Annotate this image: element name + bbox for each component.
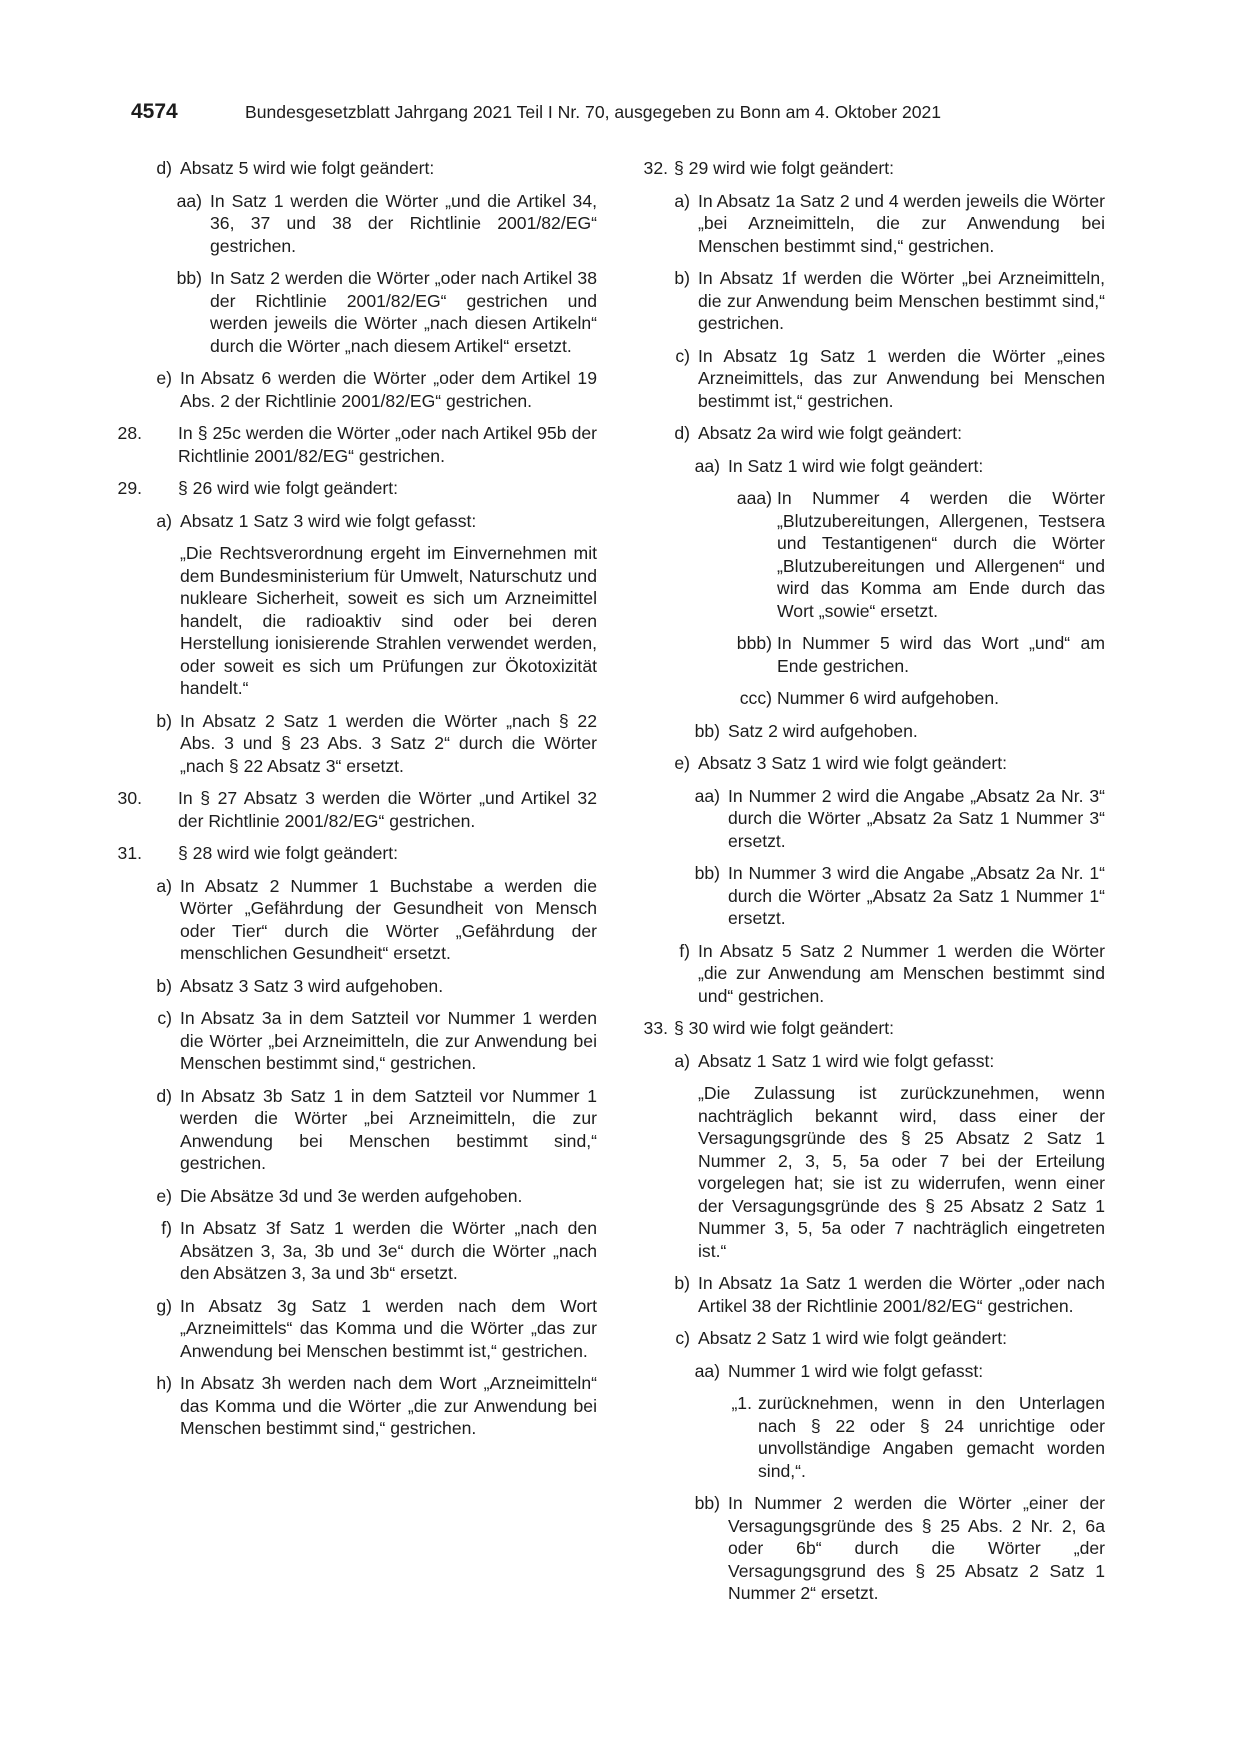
item-marker: e) — [156, 368, 172, 388]
item-text: In Absatz 3b Satz 1 in dem Satzteil vor Nummer 1 werden die Wörter „bei Arzneimitteln, die zur Anwendung bei Menschen bestimmt sind,“ gestrichen. — [180, 1085, 597, 1173]
list-item — [650, 1272, 1105, 1317]
item-text: In Absatz 3g Satz 1 werden nach dem Wort „Arzneimittels“ das Komma und die Wörter „das zur Anwendung bei Menschen bestimmt ist,“ gestrichen. — [180, 1295, 597, 1361]
item-text: Absatz 1 Satz 1 wird wie folgt gefasst: — [698, 1050, 995, 1071]
item-text: § 30 wird wie folgt geändert: — [674, 1018, 895, 1038]
item-text: In Absatz 1a Satz 2 und 4 werden jeweils die Wörter „bei Arzneimitteln, die zur Anwendung bei Menschen bestimmt sind,“ gestrichen. — [698, 190, 1105, 256]
item-text: Absatz 3 Satz 1 wird wie folgt geändert: — [698, 753, 1008, 773]
list-item — [650, 720, 1105, 743]
list-item — [117, 477, 597, 500]
list-item — [142, 1372, 597, 1440]
list-item — [650, 1492, 1105, 1605]
item-text: In Satz 1 werden die Wörter „und die Artikel 34, 36, 37 und 38 der Richtlinie 2001/82/EG“ gestrichen. — [210, 190, 597, 256]
item-marker: e) — [674, 753, 690, 773]
list-item — [142, 1085, 597, 1175]
item-marker: d) — [674, 423, 690, 443]
list-item — [117, 787, 597, 832]
list-item — [650, 687, 1105, 710]
item-marker: f) — [679, 940, 690, 961]
list-item — [117, 422, 597, 467]
list-item — [142, 875, 597, 965]
list-item — [650, 752, 1105, 775]
item-marker: aaa) — [736, 488, 772, 508]
item-marker: aa) — [694, 455, 720, 476]
item-marker: b) — [674, 268, 690, 288]
item-marker: b) — [156, 710, 172, 731]
item-marker: b) — [674, 1273, 690, 1293]
item-text: In Nummer 4 werden die Wörter „Blutzubereitungen, Allergenen, Testsera und Testantigenen“ durch die Wörter „Blutzubereitungen und Allergenen“ und wird das Komma am Ende durch das Wort „sowie“ ersetzt. — [777, 488, 1105, 621]
list-item — [650, 487, 1105, 622]
item-marker: 31. — [117, 843, 142, 863]
item-marker: a) — [674, 190, 690, 211]
list-item — [142, 510, 597, 533]
item-marker: b) — [156, 975, 172, 996]
item-text: Absatz 1 Satz 3 wird wie folgt gefasst: — [180, 510, 477, 531]
item-text: Absatz 2 Satz 1 wird wie folgt geändert: — [698, 1328, 1008, 1348]
item-marker: ccc) — [739, 688, 772, 708]
list-item — [142, 975, 597, 998]
item-text: In Satz 1 wird wie folgt geändert: — [728, 455, 984, 476]
list-item — [650, 1327, 1105, 1350]
item-marker: aa) — [694, 785, 720, 806]
item-text: In Nummer 5 wird das Wort „und“ am Ende gestrichen. — [777, 633, 1105, 676]
item-text: In Absatz 2 Nummer 1 Buchstabe a werden die Wörter „Gefährdung der Gesundheit von Mensch oder Tier“ durch die Wörter „Gefährdung der menschlichen Gesundheit“ ersetzt. — [180, 875, 597, 963]
quoted-text — [650, 1082, 1105, 1262]
item-text: „Die Rechtsverordnung ergeht im Einvernehmen mit dem Bundesministerium für Umwelt, Naturschutz und nukleare Sicherheit, soweit es sich um Arzneimittel handelt, die radioaktiv sind oder bei deren Herstellung ionisierende Strahlen verwendet werden, oder soweit es sich um Prüfungen zur Ökotoxizität handelt.“ — [180, 543, 597, 698]
item-marker: „1. — [731, 1393, 752, 1413]
item-marker: bb) — [694, 1493, 720, 1513]
item-text: In Absatz 5 Satz 2 Nummer 1 werden die Wörter „die zur Anwendung am Menschen bestimmt sind und“ gestrichen. — [698, 940, 1105, 1006]
item-text: „Die Zulassung ist zurückzunehmen, wenn nachträglich bekannt wird, dass einer der Versagungsgründe des § 25 Absatz 2 Satz 1 Nummer 2, 3, 5, 5a oder 7 bei der Erteilung vorgelegen hat; sie ist zu widerrufen, wenn einer der Versagungsgründe des § 25 Absatz 2 Satz 1 Nummer 3, 5, 5a oder 7 nachträglich eingetreten ist.“ — [698, 1083, 1105, 1261]
item-text: In Absatz 1f werden die Wörter „bei Arzneimitteln, die zur Anwendung beim Menschen bestimmt sind,“ gestrichen. — [698, 268, 1105, 333]
list-item — [142, 267, 597, 357]
item-text: In Absatz 2 Satz 1 werden die Wörter „nach § 22 Abs. 3 und § 23 Abs. 3 Satz 2“ durch die Wörter „nach § 22 Absatz 3“ ersetzt. — [180, 710, 597, 776]
item-text: Absatz 3 Satz 3 wird aufgehoben. — [180, 975, 444, 996]
right-column — [643, 157, 1105, 1605]
list-item — [650, 345, 1105, 413]
list-item — [650, 632, 1105, 677]
item-marker: 28. — [117, 423, 142, 443]
item-text: § 29 wird wie folgt geändert: — [674, 158, 895, 178]
item-marker: 33. — [643, 1018, 668, 1038]
list-item — [650, 1050, 1105, 1073]
item-marker: aa) — [694, 1360, 720, 1381]
item-text: In Nummer 2 werden die Wörter „einer der Versagungsgründe des § 25 Abs. 2 Nr. 2, 6a oder 6b“ durch die Wörter „der Versagungsgrund des § 25 Absatz 2 Satz 1 Nummer 2“ ersetzt. — [728, 1493, 1105, 1603]
item-marker: h) — [156, 1373, 172, 1393]
item-marker: bb) — [694, 720, 720, 741]
item-text: In Absatz 1a Satz 1 werden die Wörter „oder nach Artikel 38 der Richtlinie 2001/82/EG“ gestrichen. — [698, 1273, 1105, 1316]
item-text: Absatz 5 wird wie folgt geändert: — [180, 158, 435, 178]
list-item — [650, 190, 1105, 258]
item-marker: 30. — [117, 788, 142, 808]
list-item — [142, 1295, 597, 1363]
list-item — [117, 842, 597, 865]
item-marker: bb) — [176, 268, 202, 288]
list-item — [643, 157, 1105, 180]
item-text: zurücknehmen, wenn in den Unterlagen nach § 22 oder § 24 unrichtige oder unvollständige Angaben gemacht worden sind,“. — [758, 1393, 1105, 1481]
list-item — [650, 422, 1105, 445]
list-item — [142, 1007, 597, 1075]
item-text: In Absatz 3f Satz 1 werden die Wörter „nach den Absätzen 3, 3a, 3b und 3e“ durch die Wörter „nach den Absätzen 3, 3a und 3b“ ersetzt. — [180, 1218, 597, 1283]
item-marker: c) — [157, 1008, 172, 1028]
item-text: Die Absätze 3d und 3e werden aufgehoben. — [180, 1185, 523, 1206]
list-item — [142, 1217, 597, 1285]
item-text: Nummer 1 wird wie folgt gefasst: — [728, 1360, 984, 1381]
item-marker: a) — [156, 875, 172, 896]
item-text: In § 27 Absatz 3 werden die Wörter „und Artikel 32 der Richtlinie 2001/82/EG“ gestrichen. — [178, 788, 597, 831]
item-text: In Absatz 3h werden nach dem Wort „Arzneimitteln“ das Komma und die Wörter „die zur Anwendung bei Menschen bestimmt sind,“ gestrichen. — [180, 1373, 597, 1438]
item-marker: 32. — [643, 158, 668, 178]
item-marker: f) — [161, 1218, 172, 1238]
item-marker: bbb) — [736, 633, 772, 653]
item-marker: c) — [675, 1328, 690, 1348]
left-column — [117, 157, 597, 1440]
item-text: Absatz 2a wird wie folgt geändert: — [698, 423, 963, 443]
list-item — [650, 1392, 1105, 1482]
item-text: In § 25c werden die Wörter „oder nach Artikel 95b der Richtlinie 2001/82/EG“ gestrichen. — [178, 423, 597, 466]
item-marker: a) — [156, 510, 172, 531]
item-marker: bb) — [694, 863, 720, 883]
item-text: In Absatz 1g Satz 1 werden die Wörter „eines Arzneimittels, das zur Anwendung bei Menschen bestimmt ist,“ gestrichen. — [698, 345, 1105, 411]
item-text: In Nummer 2 wird die Angabe „Absatz 2a Nr. 3“ durch die Wörter „Absatz 2a Satz 1 Nummer 3“ ersetzt. — [728, 785, 1105, 851]
page-number: 4574 — [131, 100, 178, 123]
item-marker: c) — [675, 345, 690, 366]
list-item — [650, 1360, 1105, 1383]
list-item — [650, 940, 1105, 1008]
item-marker: e) — [156, 1185, 172, 1206]
list-item — [643, 1017, 1105, 1040]
item-marker: d) — [156, 158, 172, 178]
list-item — [142, 157, 597, 180]
item-text: Nummer 6 wird aufgehoben. — [777, 688, 999, 708]
gazette-title: Bundesgesetzblatt Jahrgang 2021 Teil I Nr. 70, ausgegeben zu Bonn am 4. Oktober 2021 — [245, 102, 942, 122]
list-item — [142, 367, 597, 412]
list-item — [650, 267, 1105, 335]
item-marker: d) — [156, 1085, 172, 1106]
item-marker: g) — [156, 1295, 172, 1316]
item-text: In Absatz 3a in dem Satzteil vor Nummer 1 werden die Wörter „bei Arzneimitteln, die zur Anwendung bei Menschen bestimmt sind,“ gestrichen. — [180, 1008, 597, 1073]
item-marker: 29. — [117, 478, 142, 498]
list-item — [650, 862, 1105, 930]
quoted-text — [142, 542, 597, 700]
item-text: § 26 wird wie folgt geändert: — [178, 478, 399, 498]
item-text: In Absatz 6 werden die Wörter „oder dem Artikel 19 Abs. 2 der Richtlinie 2001/82/EG“ gestrichen. — [180, 368, 597, 411]
list-item — [650, 455, 1105, 478]
list-item — [142, 710, 597, 778]
item-marker: a) — [674, 1050, 690, 1071]
list-item — [142, 1185, 597, 1208]
list-item — [142, 190, 597, 258]
item-text: Satz 2 wird aufgehoben. — [728, 720, 918, 741]
item-text: In Nummer 3 wird die Angabe „Absatz 2a Nr. 1“ durch die Wörter „Absatz 2a Satz 1 Nummer 1“ ersetzt. — [728, 863, 1105, 928]
list-item — [650, 785, 1105, 853]
item-text: § 28 wird wie folgt geändert: — [178, 843, 399, 863]
item-marker: aa) — [176, 190, 202, 211]
page-header — [131, 98, 1115, 128]
item-text: In Satz 2 werden die Wörter „oder nach Artikel 38 der Richtlinie 2001/82/EG“ gestrichen und werden jeweils die Wörter „nach diesen Artikeln“ durch die Wörter „nach diesem Artikel“ ersetzt. — [210, 268, 597, 356]
